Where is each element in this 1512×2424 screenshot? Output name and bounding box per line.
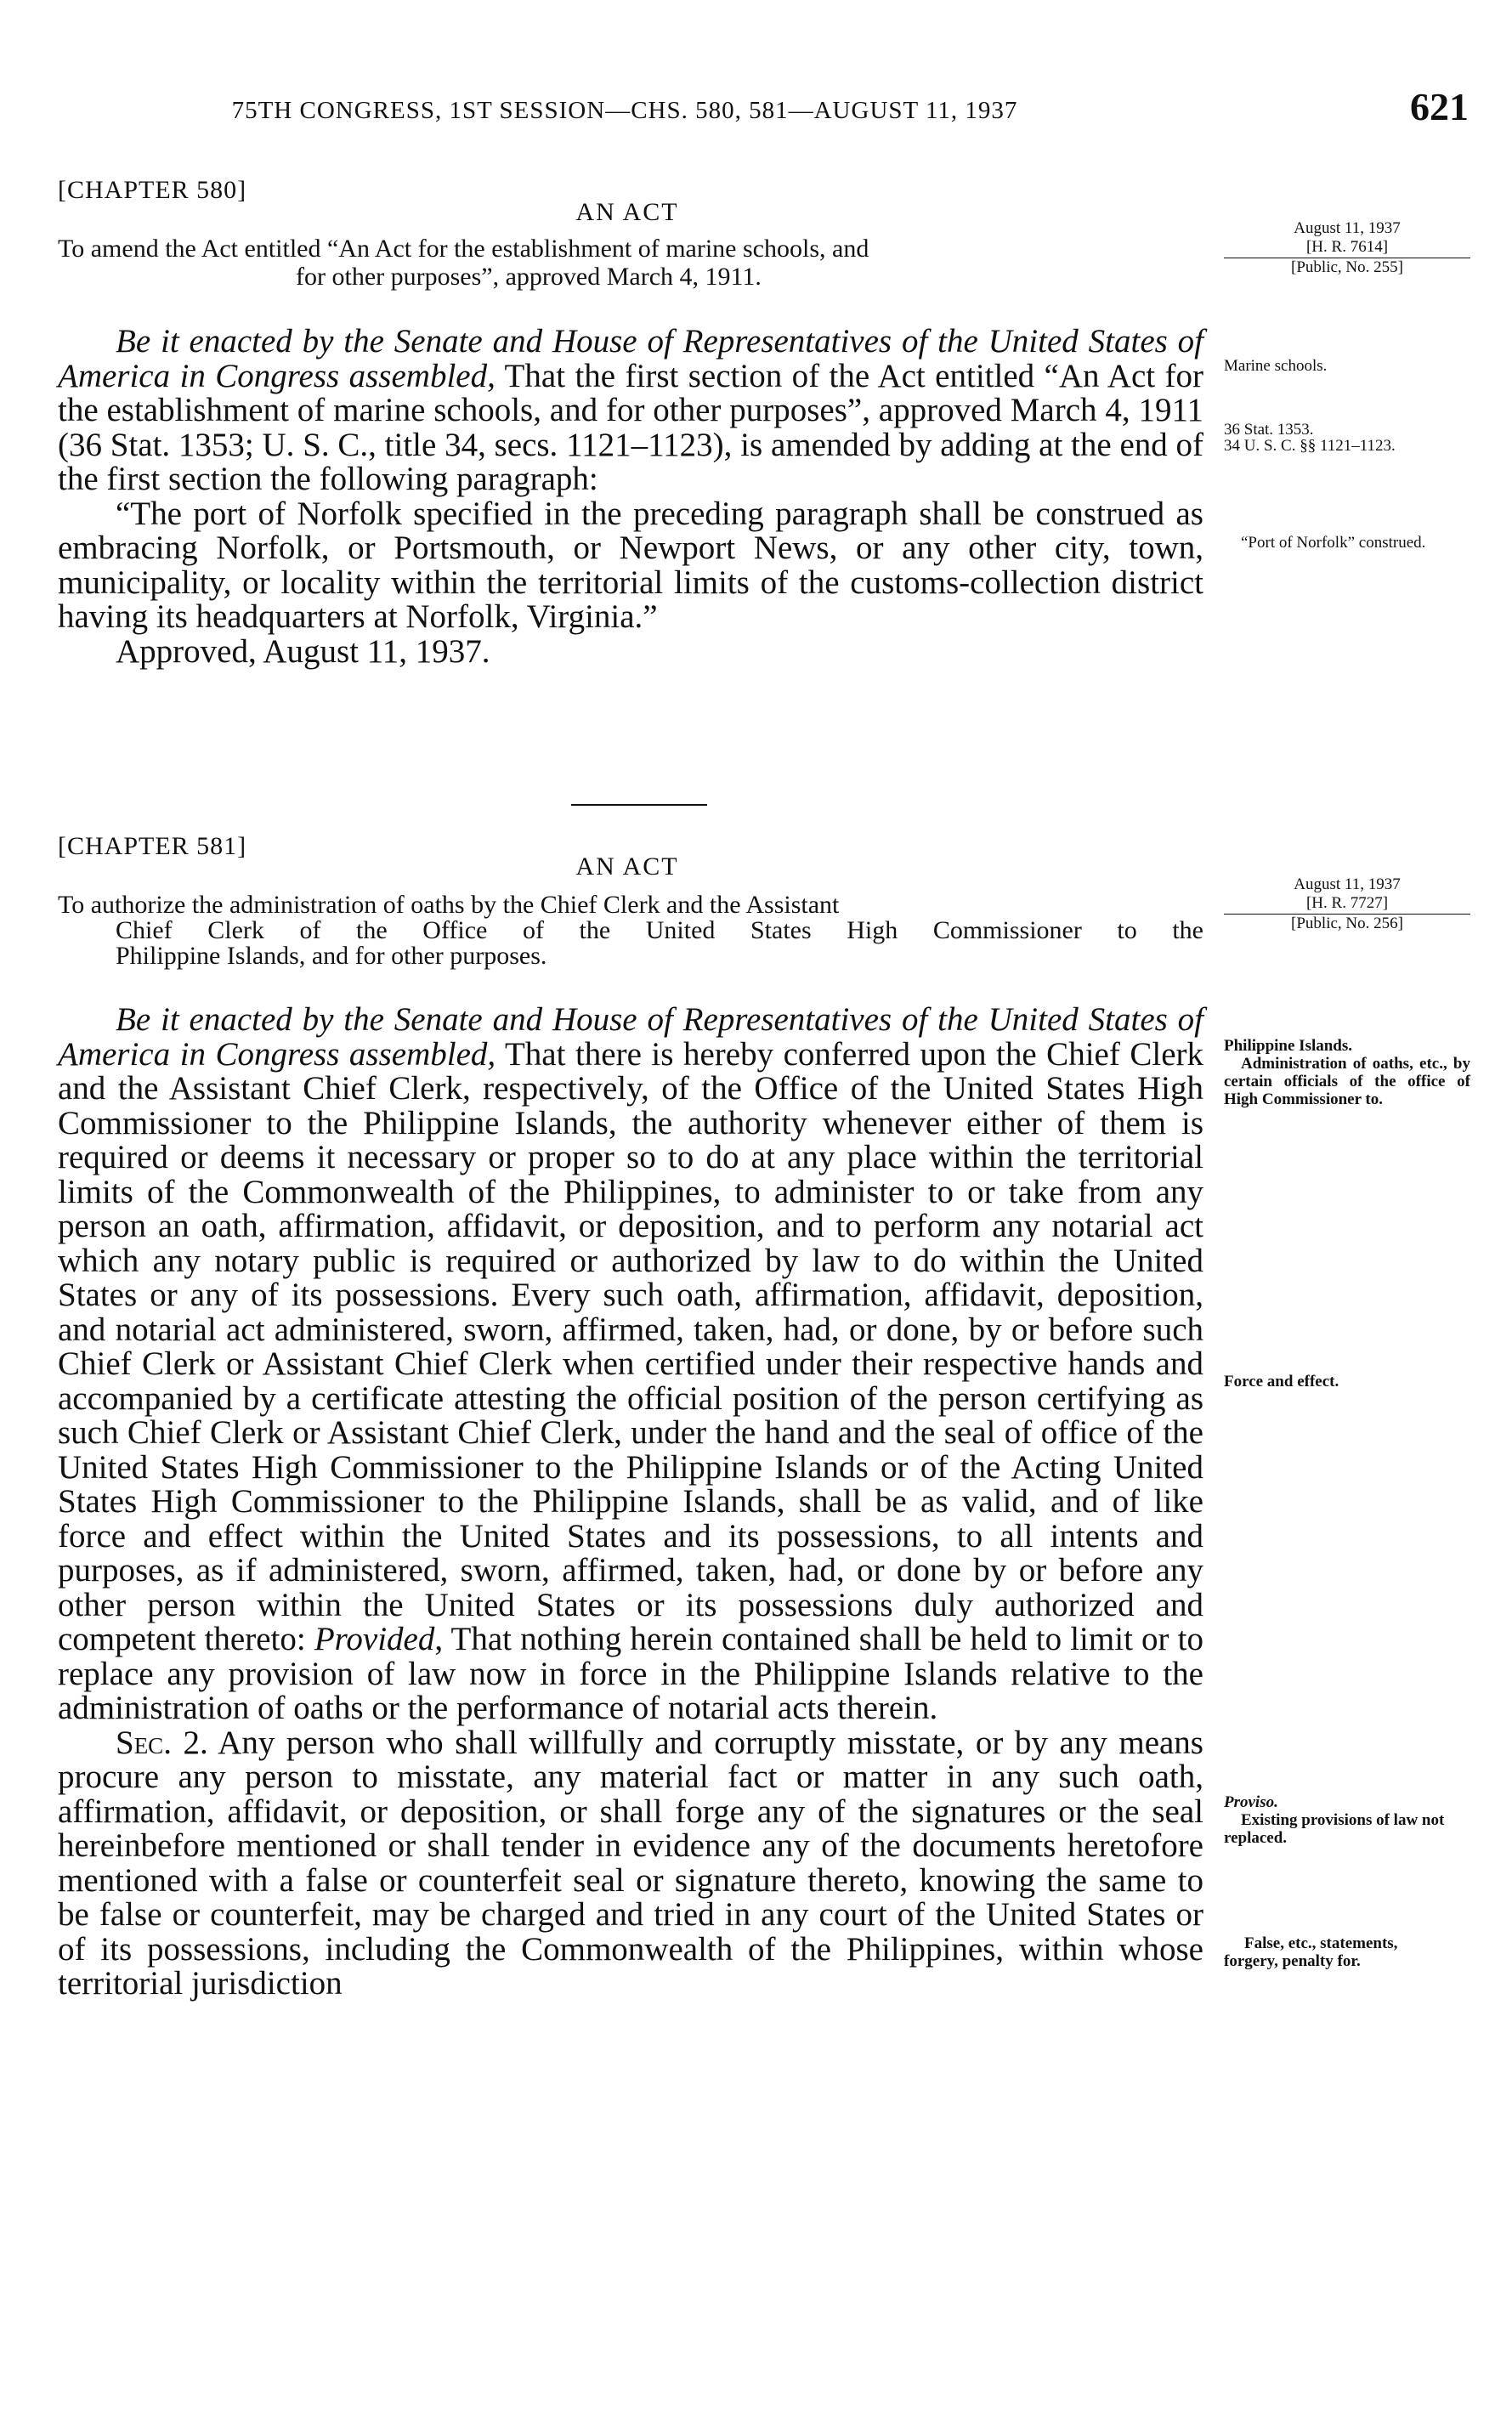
chapter-581-purpose-line-1: To authorize the administration of oaths by the Chief Clerk and the Assistant: [58, 891, 840, 919]
chapter-580-purpose-line-1: To amend the Act entitled “An Act for the establishment of marine schools, and: [58, 235, 869, 263]
chapter-581-margin-note-1-title: Philippine Islands.: [1224, 1037, 1353, 1055]
chapter-580-approved: Approved, August 11, 1937.: [116, 632, 490, 670]
chapter-580-margin-note-3: “Port of Norfolk” construed.: [1241, 534, 1426, 552]
chapter-581-purpose-line-2: Chief Clerk of the Office of the United States High Commissioner to the: [116, 916, 1203, 944]
chapter-580-purpose: [58, 235, 1203, 291]
chapter-581-margin-bill: [H. R. 7727]: [1224, 894, 1470, 915]
chapter-581-section-2-text: Any person who shall willfully and corruptly misstate, or by any means procure any person to misstate, any material fact or matter in any such oath, affirmation, affidavit, or deposition, or shall forge any of the signatures or the seal hereinbefore mentioned or shall tender in evidence any of the documents heretofore mentioned with a false or counterfeit seal or signature thereto, knowing the same to be false or counterfeit, may be charged and tried in any court of the United States or of its possessions, including the Commonwealth of the Philippines, within whose territorial jurisdiction: [58, 1724, 1203, 2002]
chapter-580-label: [CHAPTER 580]: [58, 176, 247, 204]
chapter-581-margin-date: August 11, 1937: [1294, 875, 1401, 893]
chapter-581-margin-citation: [1224, 875, 1470, 933]
chapter-580-body-text-2: “The port of Norfolk specified in the preceding paragraph shall be construed as embracing Norfolk, or Portsmouth, or Newport News, or any other city, town, municipality, or locality within the territorial limits of the customs-collection district having its headquarters at Norfolk, Virginia.”: [58, 495, 1203, 635]
chapter-581-body-text-1b: , That nothing herein contained shall be held to limit or to replace any provision of law now in force in the Philippine Islands relative to the administration of oaths or the performance of notarial acts therein.: [58, 1621, 1203, 1726]
chapter-581-proviso-word: Provided: [314, 1621, 435, 1657]
chapter-580-enacting-clause: Be it enacted by the Senate and House of Representatives of the United States of America in Congress assembled,: [58, 323, 1203, 394]
chapter-580-act-label: AN ACT: [575, 198, 679, 226]
chapter-581-margin-note-4: False, etc., statements, forgery, penalty for.: [1224, 1934, 1398, 1970]
chapter-580-purpose-line-2: for other purposes”, approved March 4, 1911.: [296, 263, 762, 291]
chapter-581-body: [58, 1003, 1203, 2002]
chapter-580-body: [58, 325, 1203, 669]
chapter-581-margin-note-1-body: Administration of oaths, etc., by certain officials of the office of High Commissioner to.: [1224, 1055, 1470, 1108]
chapter-580-body-text-1: That the first section of the Act entitled “An Act for the establishment of marine schools, and for other purposes”, approved March 4, 1911 (36 Stat. 1353; U. S. C., title 34, secs. 1121–1123), is amended by adding at the end of the first section the following paragraph:: [58, 357, 1203, 497]
chapter-separator-rule: [571, 804, 707, 806]
chapter-581-margin-note-3-title: Proviso.: [1224, 1793, 1278, 1811]
chapter-581-margin-note-3-body: Existing provisions of law not replaced.: [1224, 1811, 1445, 1847]
chapter-581-section-2-label: Sec. 2.: [116, 1724, 208, 1761]
chapter-581-body-text-1a: That there is hereby conferred upon the Chief Clerk and the Assistant Chief Clerk, respectively, of the Office of the United States High Commissioner to the Philippine Islands, the authority whenever either of them is required or deems it necessary or proper so to do at any place within the territorial limits of the Commonwealth of the Philippines, to administer to or take from any person an oath, affirmation, affidavit, or deposition, and to perform any notarial act which any notary public is required or authorized by law to do within the United States or any of its possessions. Every such oath, affirmation, affidavit, deposition, and notarial act administered, sworn, affirmed, taken, had, or done, by or before such Chief Clerk or Assistant Chief Clerk when certified under their respective hands and accompanied by a certificate attesting the official position of the person certifying as such Chief Clerk or Assistant Chief Clerk, under the hand and the seal of office of the United States High Commissioner to the Philippine Islands or of the Acting United States High Commissioner to the Philippine Islands, shall be as valid, and of like force and effect within the United States and its possessions, to all intents and purposes, as if administered, sworn, affirmed, taken, had, or done by or before any other person within the United States or its possessions duly authorized and competent thereto:: [58, 1035, 1203, 1657]
chapter-580-margin-citation: [1224, 219, 1470, 277]
chapter-580-margin-note-1: Marine schools.: [1224, 357, 1328, 375]
chapter-581-purpose: [58, 892, 1203, 969]
page-number: 621: [1410, 85, 1469, 128]
chapter-580-margin-note-2b: 34 U. S. C. §§ 1121–1123.: [1224, 437, 1396, 455]
chapter-581-margin-note-2: Force and effect.: [1224, 1373, 1339, 1390]
chapter-581-purpose-line-3: Philippine Islands, and for other purposes.: [116, 942, 547, 970]
chapter-580-margin-date: August 11, 1937: [1294, 219, 1401, 237]
chapter-581-margin-note-3: [1224, 1793, 1470, 1847]
chapter-581-margin-public-law: [Public, No. 256]: [1291, 915, 1403, 932]
chapter-581-label: [CHAPTER 581]: [58, 832, 247, 860]
chapter-581-act-label: AN ACT: [575, 852, 679, 881]
chapter-580-margin-bill: [H. R. 7614]: [1224, 238, 1470, 258]
chapter-581-margin-note-1: [1224, 1037, 1470, 1108]
chapter-580-margin-public-law: [Public, No. 255]: [1291, 258, 1403, 276]
chapter-580-margin-note-2: [1224, 422, 1470, 454]
running-head: 75TH CONGRESS, 1ST SESSION—CHS. 580, 581—AUGUST 11, 1937: [231, 97, 1018, 124]
chapter-580-margin-note-2a: 36 Stat. 1353.: [1224, 421, 1314, 439]
chapter-581-enacting-clause: Be it enacted by the Senate and House of Representatives of the United States of America in Congress assembled,: [58, 1001, 1203, 1073]
